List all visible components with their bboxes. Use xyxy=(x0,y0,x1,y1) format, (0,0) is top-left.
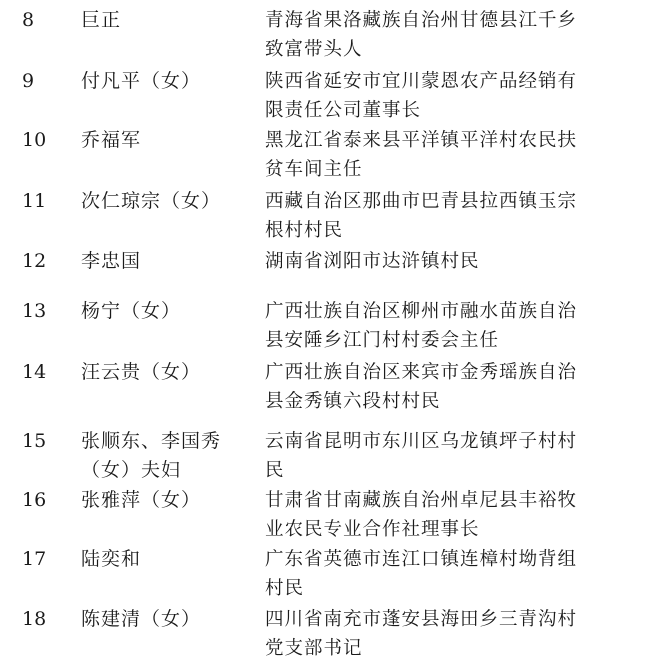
row-number: 13 xyxy=(22,300,47,322)
person-description-line: 县金秀镇六段村村民 xyxy=(265,391,441,412)
person-description xyxy=(265,358,637,416)
row-number: 10 xyxy=(22,129,47,151)
person-description xyxy=(265,126,637,184)
row-number: 16 xyxy=(22,489,47,511)
row-number: 8 xyxy=(22,9,35,31)
person-name xyxy=(81,486,257,515)
person-name xyxy=(81,187,257,216)
person-description-line: 甘肃省甘南藏族自治州卓尼县丰裕牧 xyxy=(265,490,578,511)
person-description-line: 根村村民 xyxy=(265,220,344,241)
person-description-line: 党支部书记 xyxy=(265,638,363,659)
row-number: 14 xyxy=(22,361,47,383)
person-name xyxy=(81,126,257,155)
person-description-line: 黑龙江省泰来县平洋镇平洋村农民扶 xyxy=(265,130,578,151)
person-description xyxy=(265,486,637,544)
person-description-line: 陕西省延安市宜川蒙恩农产品经销有 xyxy=(265,71,578,92)
person-description-line: 县安陲乡江门村村委会主任 xyxy=(265,330,500,351)
person-description-line: 限责任公司董事长 xyxy=(265,100,422,121)
person-description-line: 村民 xyxy=(265,578,305,599)
row-number: 15 xyxy=(22,430,47,452)
person-name xyxy=(81,6,257,35)
person-description-line: 广西壮族自治区来宾市金秀瑶族自治 xyxy=(265,362,578,383)
person-name-line: 李忠国 xyxy=(81,250,142,272)
row-number: 12 xyxy=(22,250,47,272)
row-number: 18 xyxy=(22,608,47,630)
person-name-line: 陆奕和 xyxy=(81,548,142,570)
row-number: 9 xyxy=(22,70,35,92)
person-name xyxy=(81,297,257,326)
person-description xyxy=(265,427,637,485)
person-description xyxy=(265,6,637,64)
person-description-line: 青海省果洛藏族自治州甘德县江千乡 xyxy=(265,10,578,31)
person-name-line: 次仁琼宗（女） xyxy=(81,190,222,212)
person-description-line: 西藏自治区那曲市巴青县拉西镇玉宗 xyxy=(265,191,578,212)
person-description xyxy=(265,247,637,276)
person-description-line: 民 xyxy=(265,460,285,481)
person-name-line: 张顺东、李国秀 xyxy=(81,430,222,452)
person-description-line: 湖南省浏阳市达浒镇村民 xyxy=(265,251,480,272)
person-name-line: 乔福军 xyxy=(81,129,142,151)
person-description-line: 业农民专业合作社理事长 xyxy=(265,519,480,540)
person-description-line: 广东省英德市连江口镇连樟村坳背组 xyxy=(265,549,578,570)
person-description xyxy=(265,297,637,355)
person-name xyxy=(81,427,257,485)
person-description xyxy=(265,605,637,663)
person-name-line: 巨正 xyxy=(81,9,122,31)
person-description xyxy=(265,187,637,245)
person-name-line: 陈建清（女） xyxy=(81,608,202,630)
person-description-line: 致富带头人 xyxy=(265,39,363,60)
person-name xyxy=(81,358,257,387)
person-description xyxy=(265,67,637,125)
person-name xyxy=(81,67,257,96)
person-name xyxy=(81,605,257,634)
row-number: 17 xyxy=(22,548,47,570)
person-name-line: 付凡平（女） xyxy=(81,70,202,92)
person-description-line: 四川省南充市蓬安县海田乡三青沟村 xyxy=(265,609,578,630)
row-number: 11 xyxy=(22,190,47,212)
person-description-line: 广西壮族自治区柳州市融水苗族自治 xyxy=(265,301,578,322)
person-description xyxy=(265,545,637,603)
person-description-line: 贫车间主任 xyxy=(265,159,363,180)
person-name-line: （女）夫妇 xyxy=(81,459,182,481)
person-description-line: 云南省昆明市东川区乌龙镇坪子村村 xyxy=(265,431,578,452)
person-name xyxy=(81,545,257,574)
person-name xyxy=(81,247,257,276)
person-name-line: 张雅萍（女） xyxy=(81,489,202,511)
person-name-line: 杨宁（女） xyxy=(81,300,182,322)
person-name-line: 汪云贵（女） xyxy=(81,361,202,383)
